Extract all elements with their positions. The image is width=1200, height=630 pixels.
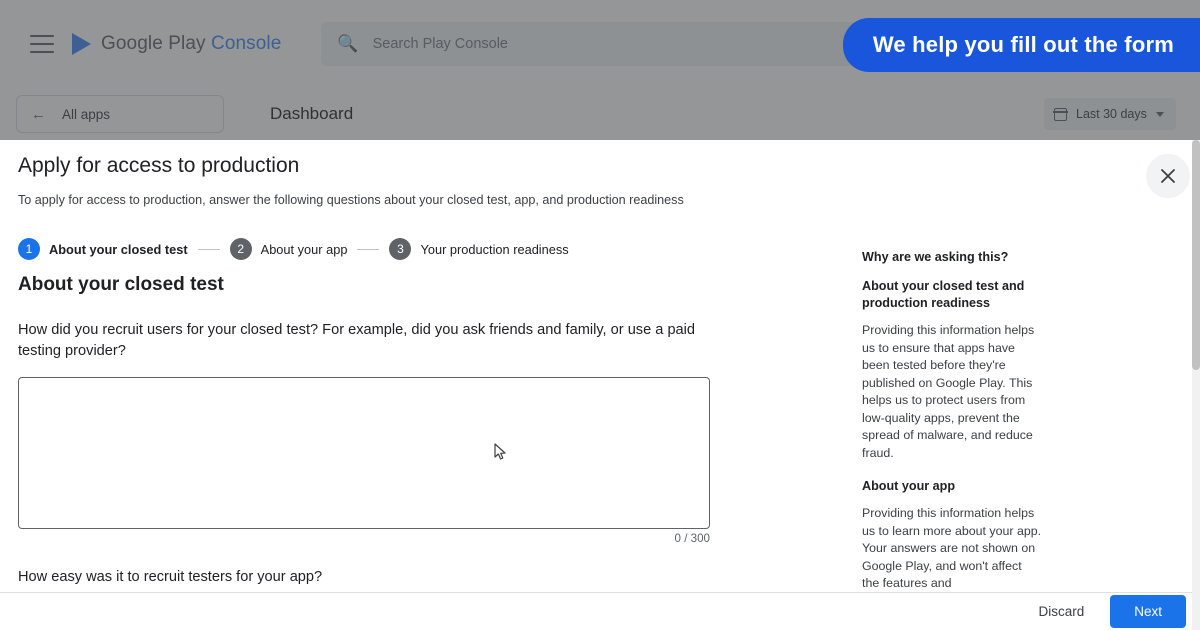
answer-1-char-count: 0 / 300: [674, 532, 710, 545]
step-1[interactable]: [18, 238, 188, 260]
step-3-label: Your production readiness: [420, 241, 569, 257]
section-title: About your closed test: [18, 274, 224, 295]
step-1-label: About your closed test: [49, 241, 188, 257]
step-divider-2: [357, 249, 379, 250]
close-icon: [1158, 166, 1178, 186]
help-heading: Why are we asking this?: [862, 250, 1009, 264]
step-indicator: [18, 238, 569, 260]
dialog-scrollbar-thumb[interactable]: [1192, 140, 1200, 370]
next-button[interactable]: Next: [1110, 595, 1186, 628]
help-subheading-1: About your closed test and production readiness: [862, 279, 1025, 310]
dialog-title: Apply for access to production: [18, 154, 300, 177]
help-paragraph-1: Providing this information helps us to ensure that apps have been tested before they're published on Google Play. This helps us to protect users from low-quality apps, prevent the spread of malware, and reduce fraud.: [862, 323, 1035, 460]
help-paragraph-2: Providing this information helps us to learn more about your app. Your answers are not shown on Google Play, and won't affect the features and: [862, 506, 1042, 590]
close-button[interactable]: [1146, 154, 1190, 198]
question-2-label: How easy was it to recruit testers for your app?: [18, 569, 323, 585]
question-1-label: How did you recruit users for your closed test? For example, did you ask friends and family, or use a paid testing provider?: [18, 322, 696, 359]
help-panel: [862, 250, 1042, 609]
step-1-number: 1: [18, 238, 40, 260]
answer-1-textarea[interactable]: [18, 377, 710, 529]
apply-production-dialog: [0, 140, 1200, 630]
step-2-label: About your app: [260, 241, 348, 257]
step-3[interactable]: [389, 238, 568, 260]
step-2[interactable]: [230, 238, 348, 260]
step-2-number: 2: [230, 238, 252, 260]
help-subheading-2: About your app: [862, 479, 956, 493]
dialog-subtitle: To apply for access to production, answer the following questions about your closed test, app, and production readiness: [18, 193, 684, 207]
step-3-number: 3: [389, 238, 411, 260]
dialog-footer: [0, 592, 1200, 630]
discard-button[interactable]: Discard: [1028, 596, 1094, 627]
step-divider-1: [198, 249, 220, 250]
promo-banner: We help you fill out the form: [843, 18, 1200, 72]
